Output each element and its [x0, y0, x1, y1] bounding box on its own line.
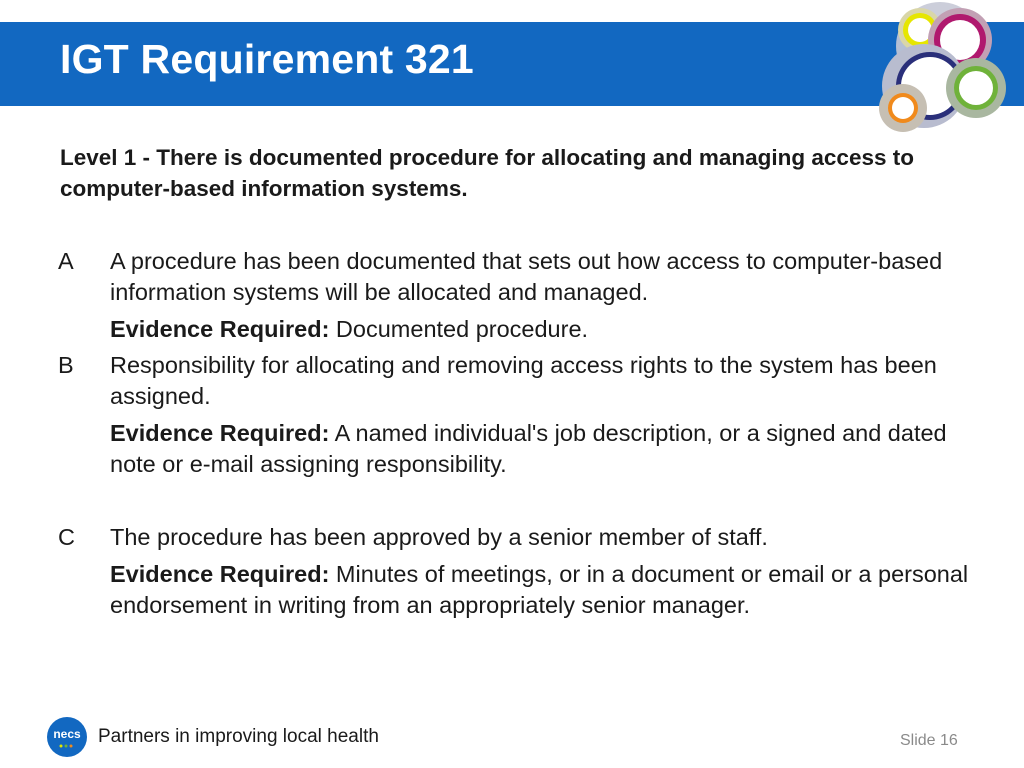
evidence-label: Evidence Required: [110, 316, 330, 342]
item-letter: A [58, 248, 74, 274]
footer-tagline: Partners in improving local health [98, 726, 379, 747]
decorative-circles-logo [872, 0, 1024, 140]
level-description: Level 1 - There is documented procedure for allocating and managing access to computer-based information systems. [60, 145, 914, 201]
slide-title: IGT Requirement 321 [60, 36, 474, 82]
item-letter: B [58, 352, 74, 378]
item-letter: C [58, 524, 75, 550]
evidence-label: Evidence Required: [110, 561, 330, 587]
evidence-text: Documented procedure. [329, 316, 589, 342]
evidence-line [110, 418, 970, 480]
evidence-text: Minutes of meetings, or in a document or email or a personal endorsement in writing from an appropriately senior manager. [110, 561, 969, 618]
item-text: A procedure has been documented that sets out how access to computer-based information systems will be allocated and managed. [110, 248, 943, 305]
necs-logo [46, 716, 88, 758]
evidence-label: Evidence Required: [110, 420, 330, 446]
evidence-line [110, 559, 970, 621]
evidence-text: A named individual's job description, or a signed and dated note or e-mail assigning responsibility. [110, 420, 947, 477]
slide-number: Slide 16 [900, 732, 958, 749]
evidence-line [110, 314, 970, 345]
item-text: The procedure has been approved by a senior member of staff. [110, 524, 768, 550]
logo-wordmark: necs [53, 727, 81, 741]
item-text: Responsibility for allocating and removing access rights to the system has been assigned. [110, 352, 937, 409]
